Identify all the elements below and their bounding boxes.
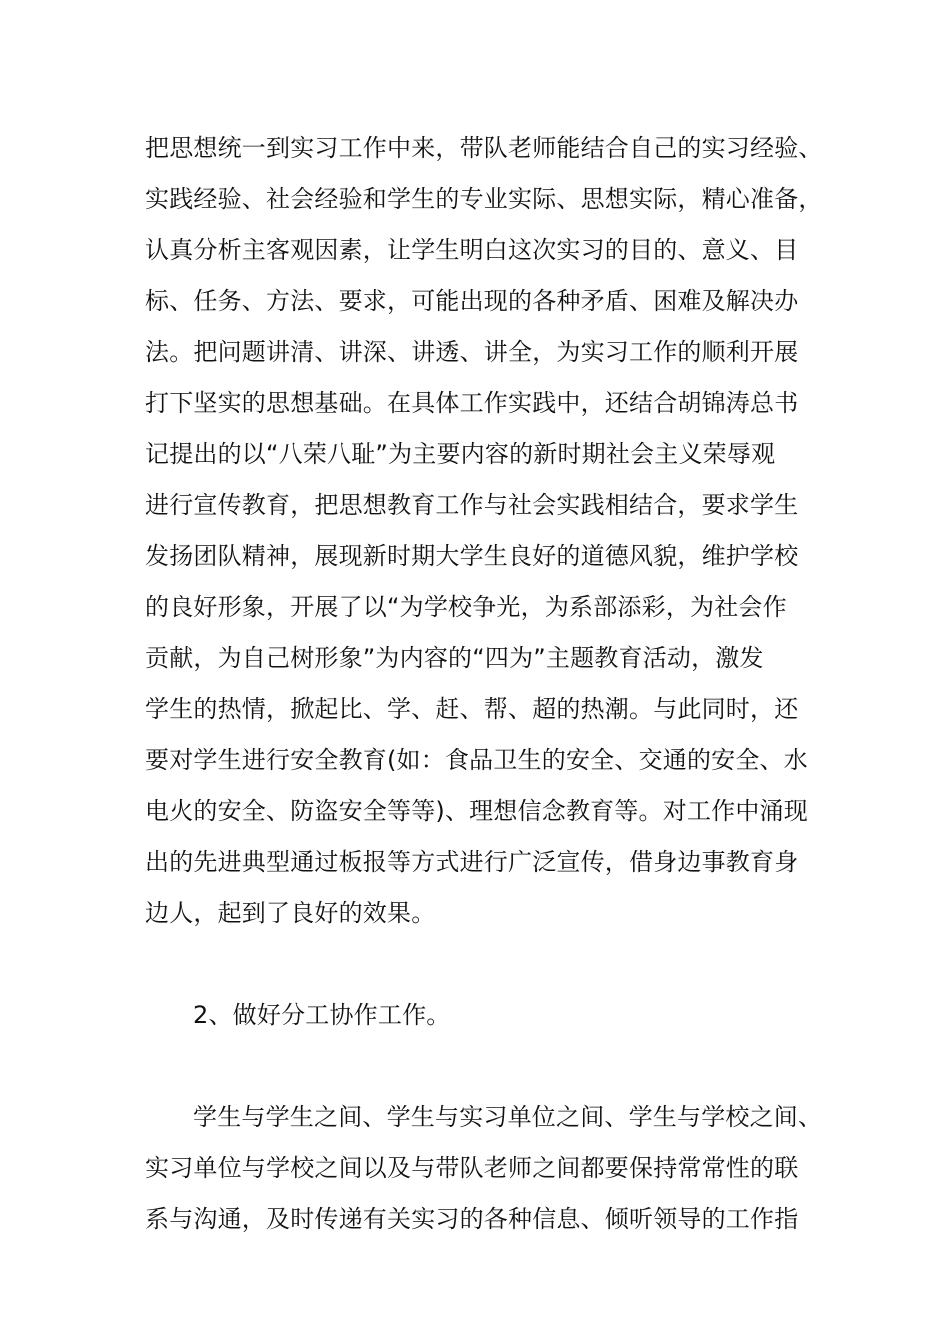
section-heading: 2、做好分工协作工作。 [193, 1001, 451, 1029]
paragraph-line: 法。把问题讲清、讲深、讲透、讲全，为实习工作的顺利开展 [145, 338, 799, 366]
paragraph-line: 认真分析主客观因素，让学生明白这次实习的目的、意义、目 [145, 236, 799, 264]
paragraph-line: 把思想统一到实习工作中来，带队老师能结合自己的实习经验、 [145, 134, 823, 162]
paragraph-line: 学生与学生之间、学生与实习单位之间、学生与学校之间、 [193, 1103, 823, 1131]
paragraph-line: 系与沟通，及时传递有关实习的各种信息、倾听领导的工作指 [145, 1205, 799, 1233]
paragraph-line: 实践经验、社会经验和学生的专业实际、思想实际，精心准备， [145, 185, 823, 213]
paragraph-line: 要对学生进行安全教育(如：食品卫生的安全、交通的安全、水 [145, 746, 808, 774]
paragraph-line: 实习单位与学校之间以及与带队老师之间都要保持常常性的联 [145, 1154, 799, 1182]
paragraph-line: 贡献，为自己树形象”为内容的“四为”主题教育活动，激发 [145, 644, 764, 672]
paragraph-line: 电火的安全、防盗安全等等)、理想信念教育等。对工作中涌现 [145, 797, 808, 825]
paragraph-line: 记提出的以“八荣八耻”为主要内容的新时期社会主义荣辱观 [145, 440, 776, 468]
paragraph-line: 进行宣传教育，把思想教育工作与社会实践相结合，要求学生 [145, 491, 799, 519]
paragraph-line: 边人，起到了良好的效果。 [145, 899, 436, 927]
paragraph-line: 发扬团队精神，展现新时期大学生良好的道德风貌，维护学校 [145, 542, 799, 570]
paragraph-line: 标、任务、方法、要求，可能出现的各种矛盾、困难及解决办 [145, 287, 799, 315]
paragraph-line: 出的先进典型通过板报等方式进行广泛宣传，借身边事教育身 [145, 848, 799, 876]
paragraph-line: 学生的热情，掀起比、学、赶、帮、超的热潮。与此同时，还 [145, 695, 799, 723]
paragraph-line: 打下坚实的思想基础。在具体工作实践中，还结合胡锦涛总书 [145, 389, 799, 417]
paragraph-line: 的良好形象，开展了以“为学校争光，为系部添彩，为社会作 [145, 593, 787, 621]
